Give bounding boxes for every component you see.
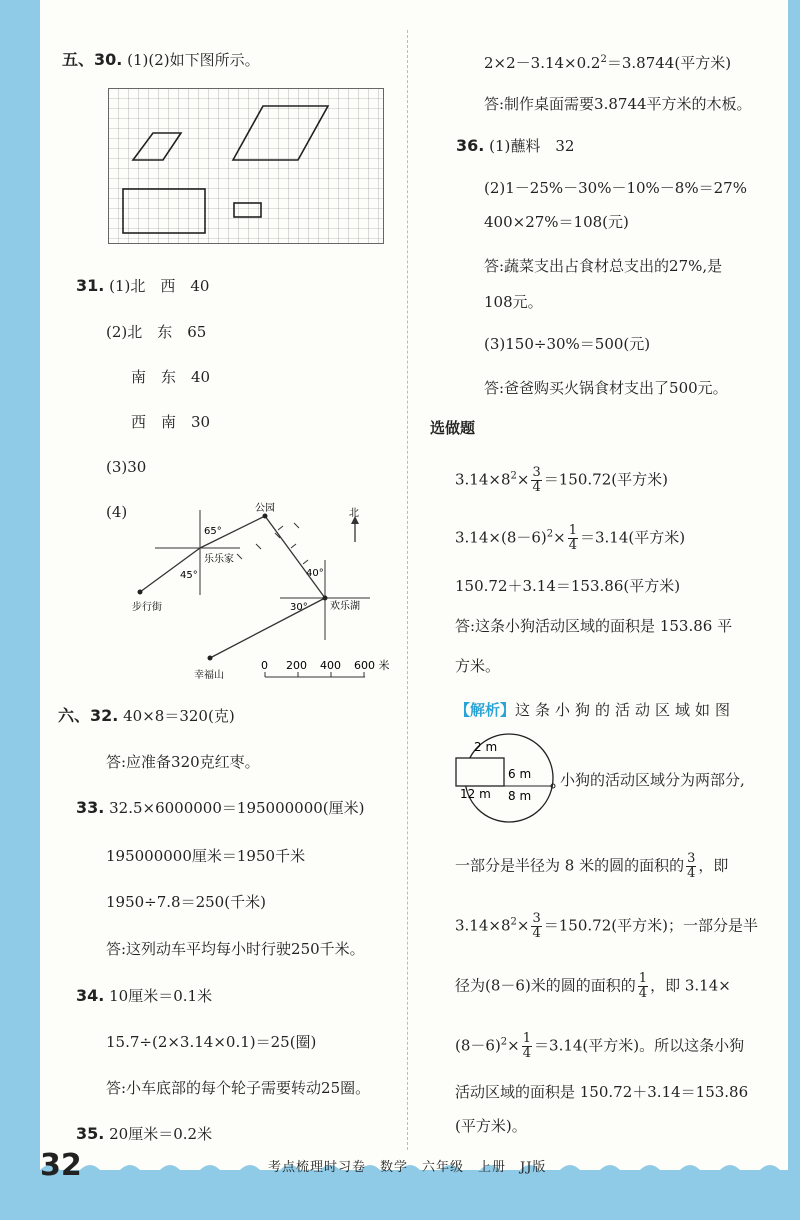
dim-8m: 8 m [508,789,532,803]
page-number: 32 [40,1148,82,1183]
angle-65: 65° [204,526,222,537]
dim-6m: 6 m [508,767,532,781]
q32-line1: 六、32. 40×8＝320(克) [58,706,235,725]
q30: 五、30. (1)(2)如下图所示。 [62,50,260,69]
opt-answer1: 答:这条小狗活动区域的面积是 153.86 平 [455,617,733,635]
dim-2m: 2 m [474,740,498,754]
angle-40: 40° [306,568,324,579]
dog-area-diagram [450,732,560,824]
analysis-line2: 小狗的活动区域分为两部分, [560,771,745,789]
label-buxing: 步行街 [132,602,162,613]
analysis-line4: $3.14\times 8^2\times$ $\frac{3}{4}$ ＝150.72(平方米)；一部分是半 [455,911,758,941]
footer-title: 考点梳理时习卷 数学 六年级 上册 JJ版 [268,1160,547,1175]
column-divider [407,30,409,1150]
scale-400: 400 [320,659,341,672]
q31-line2: (2)北 东 65 [106,323,207,341]
grid-figure [108,88,388,248]
analysis-line8: (平方米)。 [455,1117,527,1135]
label-park: 公园 [255,503,275,514]
q34-line2: 15.7÷(2×3.14×0.1)＝25(圈) [106,1033,317,1051]
q31-line1: 31. (1)北 西 40 [76,276,210,295]
analysis-line3: 一部分是半径为 8 米的圆的面积的 $\frac{3}{4}$ ，即 [455,851,729,881]
dim-12m: 12 m [460,787,491,801]
analysis-line5: 径为(8－6)米的圆的面积的 $\frac{1}{4}$ ，即 3.14× [455,971,731,1001]
q36-line7: 答:爸爸购买火锅食材支出了500元。 [484,379,728,397]
analysis-line7: 活动区域的面积是 150.72＋3.14＝153.86 [455,1083,749,1101]
q33-line4: 答:这列动车平均每小时行驶250千米。 [106,940,365,958]
analysis-line6: $(8-6)^2\times$ $\frac{1}{4}$ ＝3.14(平方米)。所以这条小狗 [455,1031,745,1061]
q36-line2: (2)1－25%－30%－10%－8%＝27% [484,179,747,197]
north-label: 北 [349,508,359,519]
q31-line5: (3)30 [106,458,147,476]
q34-line1: 34. 10厘米＝0.1米 [76,986,213,1005]
angle-30: 30° [290,602,308,613]
angle-45: 45° [180,570,198,581]
q36-line1: 36. (1)蘸料 32 [456,136,575,155]
q35-line1: 35. 20厘米＝0.2米 [76,1124,213,1143]
scale-0: 0 [261,659,268,672]
opt-eq2: $3.14\times(8-6)^2\times$ $\frac{1}{4}$ ＝3.14(平方米) [455,523,686,553]
q32-line2: 答:应准备320克红枣。 [106,753,260,771]
q34-line3: 答:小车底部的每个轮子需要转动25圈。 [106,1079,371,1097]
optional-title: 选做题 [430,419,476,437]
direction-map [120,500,405,690]
q36-line3: 400×27%＝108(元) [484,213,629,231]
r-line1: $2\times 2-3.14\times 0.2^2=3.8744$(平方米) [484,54,732,72]
q36-line5: 108元。 [484,293,543,311]
q31-line6: (4) [106,503,128,521]
scale-200: 200 [286,659,307,672]
label-xingfu: 幸福山 [194,670,224,681]
q33-line2: 195000000厘米＝1950千米 [106,847,306,865]
q36-line6: (3)150÷30%＝500(元) [484,335,651,353]
q33-line3: 1950÷7.8＝250(千米) [106,893,266,911]
analysis-line1: 【解析】这条小狗的活动区域如图 [455,701,736,719]
label-lele: 乐乐家 [204,554,234,565]
scale-600: 600 米 [354,659,390,672]
opt-eq3: 150.72＋3.14＝153.86(平方米) [455,577,681,595]
q31-line4: 西 南 30 [131,413,211,431]
opt-answer2: 方米。 [455,657,501,675]
q31-line3: 南 东 40 [131,368,211,386]
q33-line1: 33. 32.5×6000000＝195000000(厘米) [76,798,365,817]
r-line2: 答:制作桌面需要3.8744平方米的木板。 [484,95,752,113]
opt-eq1: $3.14\times 8^2\times$ $\frac{3}{4}$ ＝150.72(平方米) [455,465,668,495]
q36-line4: 答:蔬菜支出占食材总支出的27%,是 [484,257,723,275]
label-huanle: 欢乐湖 [330,601,360,612]
analysis-tag: 【解析】 [455,701,516,719]
